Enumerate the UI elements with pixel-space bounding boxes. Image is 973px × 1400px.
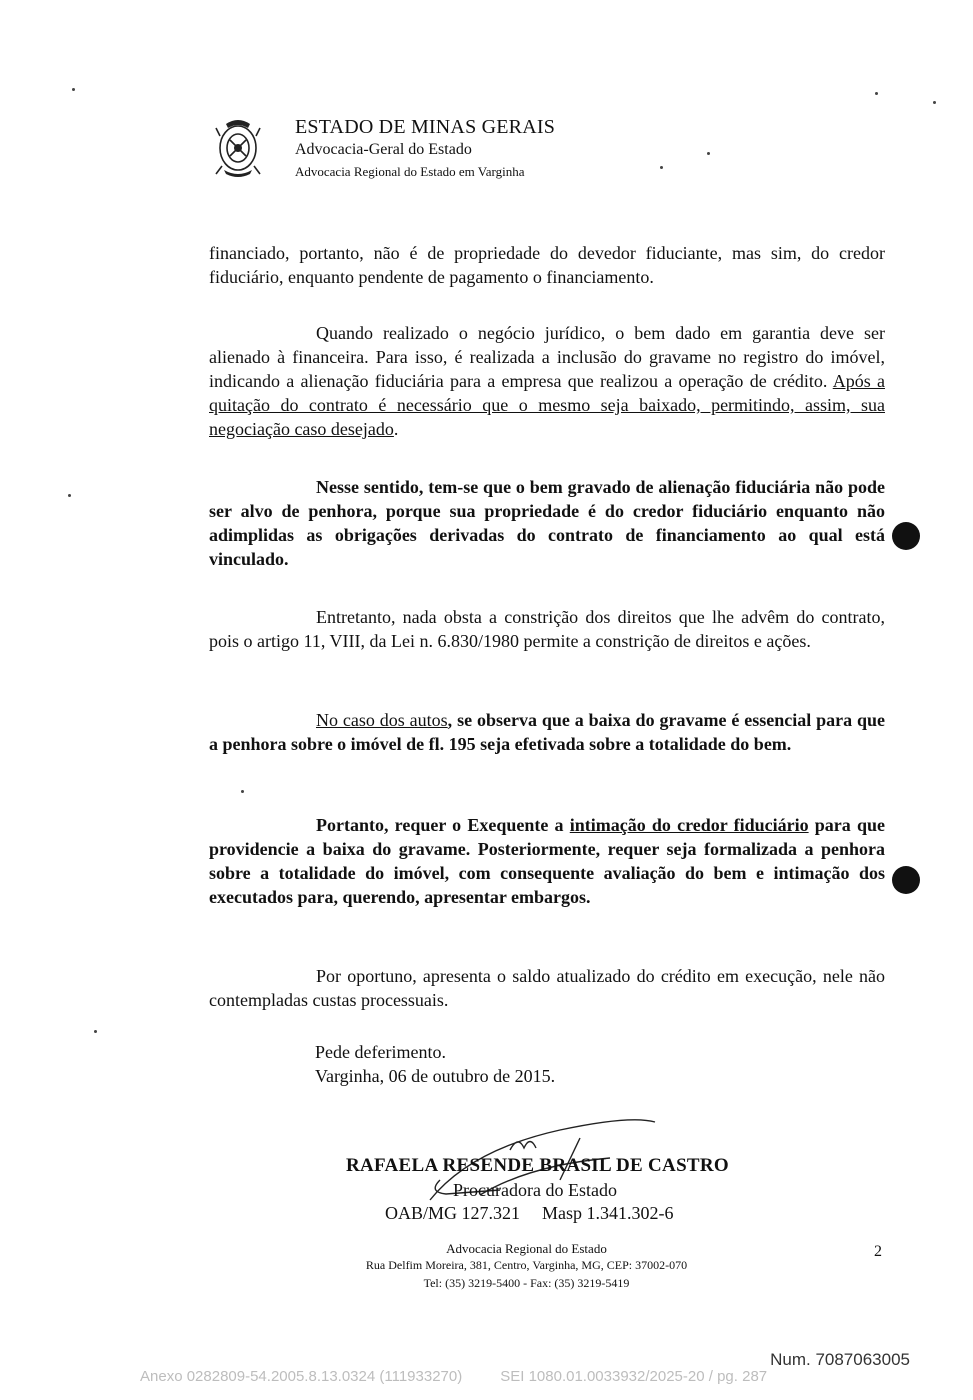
scan-speck	[707, 152, 710, 155]
sei-stamp: SEI 1080.01.0033932/2025-20 / pg. 287	[500, 1368, 768, 1385]
paragraph-6-start: Portanto, requer o Exequente a	[316, 815, 570, 835]
footer-address: Rua Delfim Moreira, 381, Centro, Varginha, MG, CEP: 37002-070	[365, 1258, 688, 1272]
signer-credentials	[385, 1203, 674, 1224]
paragraph-4	[209, 605, 885, 653]
footer-phones: Tel: (35) 3219-5400 - Fax: (35) 3219-5419	[423, 1276, 630, 1290]
paragraph-5	[209, 708, 885, 756]
scan-speck	[94, 1030, 97, 1033]
scan-speck	[68, 494, 71, 497]
binder-hole	[892, 866, 920, 894]
paragraph-6-underlined: intimação do credor fiduciário	[569, 815, 809, 835]
paragraph-1: financiado, portanto, não é de propriedade do devedor fiduciante, mas sim, do credor fiduciário, enquanto pendente de pagamento o financiamento.	[209, 243, 885, 287]
paragraph-7	[209, 964, 885, 1012]
header-subtitle: Advocacia-Geral do Estado	[295, 141, 472, 158]
header-office: Advocacia Regional do Estado em Varginha	[295, 164, 525, 179]
signer-name: RAFAELA RESENDE BRASIL DE CASTRO	[346, 1155, 730, 1176]
header-title: ESTADO DE MINAS GERAIS	[295, 116, 556, 138]
paragraph-2-text: Quando realizado o negócio jurídico, o bem dado em garantia deve ser alienado à financeira. Para isso, é realizada a inclusão do gravame no registro do imóvel, indicando a alienação fiduciária para a empresa que realizou a operação de crédito.	[209, 323, 885, 391]
page-number: 2	[874, 1243, 882, 1260]
paragraph-7-text: Por oportuno, apresenta o saldo atualizado do crédito em execução, nele não contempladas custas processuais.	[209, 966, 885, 1010]
paragraph-5-underlined: No caso dos autos	[316, 710, 448, 730]
state-coat-of-arms	[212, 118, 264, 180]
paragraph-3	[209, 475, 885, 571]
paragraph-6	[209, 813, 885, 909]
binder-hole	[892, 522, 920, 550]
footer-office: Advocacia Regional do Estado	[446, 1241, 607, 1256]
paragraph-2	[209, 321, 885, 441]
paragraph-2-end: .	[393, 419, 399, 439]
anexo-stamp: Anexo 0282809-54.2005.8.13.0324 (111933270)	[140, 1368, 463, 1385]
attachment-stamp	[140, 1368, 767, 1385]
document-number-stamp: Num. 7087063005	[770, 1350, 910, 1369]
signer-role: Procuradora do Estado	[453, 1180, 617, 1200]
scan-speck	[72, 88, 75, 91]
signer-oab: OAB/MG 127.321	[385, 1203, 521, 1223]
scan-speck	[875, 92, 878, 95]
scan-speck	[933, 101, 936, 104]
paragraph-6-text: para que providencie a baixa do gravame. Posteriormente, requer seja formalizada a penhora sobre a totalidade do imóvel, com consequente avaliação do bem e intimação dos executados para, querendo, apresentar embargos.	[209, 815, 885, 907]
paragraph-5-text: , se observa que a baixa do gravame é essencial para que a penhora sobre o imóvel de fl. 195 seja efetivada sobre a totalidade do bem.	[209, 710, 886, 754]
closing-place-date: Varginha, 06 de outubro de 2015.	[315, 1066, 556, 1086]
paragraph-2-underlined: Após a quitação do contrato é necessário que o mesmo seja baixado, permitindo, assim, sua negociação caso desejado	[209, 371, 885, 439]
signer-masp: Masp 1.341.302-6	[542, 1203, 674, 1223]
scan-speck	[660, 166, 663, 169]
paragraph-3-text: Nesse sentido, tem-se que o bem gravado de alienação fiduciária não pode ser alvo de penhora, porque sua propriedade é do credor fiduciário enquanto não adimplidas as obrigações derivadas do contrato de financiamento ao qual está vinculado.	[209, 477, 885, 569]
scan-speck	[241, 790, 244, 793]
closing-request: Pede deferimento.	[315, 1042, 446, 1062]
paragraph-4-text: Entretanto, nada obsta a constrição dos direitos que lhe advêm do contrato, pois o artigo 11, VIII, da Lei n. 6.830/1980 permite a constrição de direitos e ações.	[209, 607, 885, 651]
